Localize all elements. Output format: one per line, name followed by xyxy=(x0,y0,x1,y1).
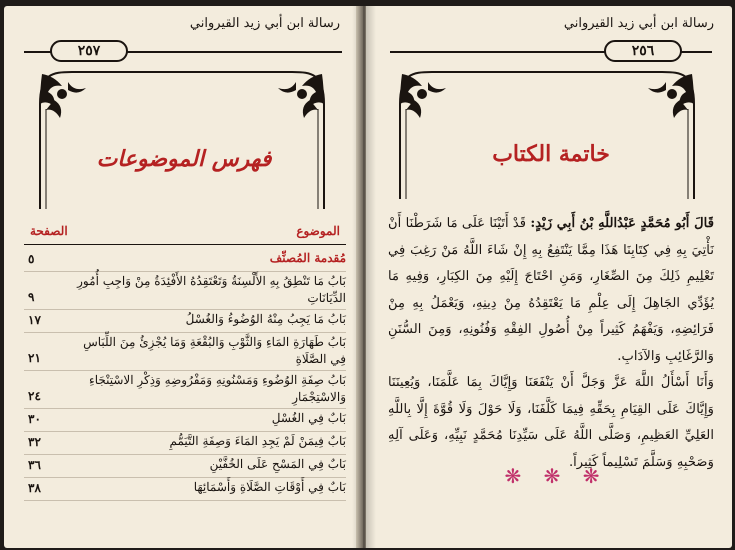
toc-list xyxy=(24,250,346,502)
toc-entry-title: مُقدمة المُصنِّف xyxy=(269,251,346,265)
toc-entry-title: بَابٌ فِي المَسْحِ عَلَى الخُفَّيْنِ xyxy=(209,457,346,471)
toc-row xyxy=(24,479,346,501)
toc-row xyxy=(24,456,346,478)
toc-entry-title: بَابٌ فِيمَنْ لَمْ يَجِدِ المَاءَ وَصِفَةِ التَّيَمُّمِ xyxy=(169,434,346,448)
toc-row xyxy=(24,250,346,272)
toc-entry-page: ٣٨ xyxy=(28,481,41,495)
right-page xyxy=(366,6,732,548)
toc-entry-title: بَابُ صِفَةِ الوُضُوءِ وَمَسْنُونِهِ وَمَفْرُوضِهِ وَذِكْرِ الاسْتِنْجَاءِ وَالاسْتِجْمَارِ xyxy=(89,373,346,404)
toc-row xyxy=(24,433,346,455)
paragraph-2: وَأَنَا أَسْأَلُ اللَّهَ عَزَّ وَجَلَّ أَنْ يَنْفَعَنَا وَإِيَّاكَ بِمَا عَلَّمَنَا، وَيُعِينَنَا وَإِيَّاكَ عَلَى القِيَامِ بِحَقِّهِ فِيمَا كَلَّفَنَا، وَلَا حَوْلَ وَلَا قُوَّةَ إِلَّا بِاللَّهِ العَلِيِّ العَظِيمِ، وَصَلَّى اللَّهُ عَلَى سَيِّدِنَا مُحَمَّدٍ نَبِيِّهِ، وَعَلَى آلِهِ وَصَحْبِهِ وَسَلَّمَ تَسْلِيماً كَثِيراً. xyxy=(388,375,714,470)
ornament-stars: ❋ ❋ ❋ xyxy=(504,464,608,488)
toc-entry-title: بَابُ طَهَارَةِ المَاءِ وَالثَّوْبِ وَالبُقْعَةِ وَمَا يُجْزِئُ مِنَ اللِّبَاسِ فِي الصَّلَاةِ xyxy=(83,335,346,366)
running-head: رسالة ابن أبي زيد القيرواني xyxy=(189,16,340,31)
toc-row xyxy=(24,311,346,333)
section-title: خاتمة الكتاب xyxy=(492,141,610,167)
toc-rule xyxy=(24,244,346,245)
left-page xyxy=(4,6,362,548)
ornamental-frame xyxy=(32,64,332,214)
lead-sentence: قَالَ أَبُو مُحَمَّدٍ عَبْدُاللَّهِ بْنُ أَبِي زَيْدٍ: xyxy=(530,216,714,231)
toc-entry-page: ٢١ xyxy=(28,351,41,365)
toc-entry-page: ١٧ xyxy=(28,313,41,327)
toc-entry-page: ٣٦ xyxy=(28,458,41,472)
paragraph-1 xyxy=(388,211,714,370)
toc-row xyxy=(24,273,346,310)
ornamental-frame xyxy=(392,64,702,204)
toc-row xyxy=(24,372,346,409)
toc-header-topic: الموضوع xyxy=(296,224,340,238)
toc-entry-page: ٢٤ xyxy=(28,389,41,403)
toc-header xyxy=(24,224,346,242)
closing-text xyxy=(388,211,714,476)
section-title: فهرس الموضوعات xyxy=(96,146,272,172)
page-number: ٢٥٦ xyxy=(604,40,682,62)
toc-entry-page: ٣٢ xyxy=(28,435,41,449)
page-number: ٢٥٧ xyxy=(50,40,128,62)
paragraph-1-text: قَدْ أَتَيْنَا عَلَى مَا شَرَطْنَا أَنْ نَأْتِيَ بِهِ فِي كِتَابِنَا هَذَا مِمَّا يَنْتَفِعُ بِهِ إِنْ شَاءَ اللَّهُ مَنْ رَغِبَ فِي تَعْلِيمِ ذَلِكَ مِنَ الصِّغَارِ، وَمَنِ احْتَاجَ إِلَيْهِ مِنَ الكِبَارِ، وَفِيهِ مَا يُؤَدِّي الجَاهِلَ إِلَى عِلْمِ مَا يَعْتَقِدُهُ مِنْ دِينِهِ، وَيَعْمَلُ بِهِ مِنْ فَرَائِضِهِ، وَيَفْهَمُ كَثِيراً مِنْ أُصُولِ الفِقْهِ وَفُنُونِهِ، وَمِنَ السُّنَنِ وَالرَّغَائِبِ وَالآدَابِ. xyxy=(388,216,714,364)
toc-header-page: الصفحة xyxy=(30,224,68,238)
toc-entry-title: بَابٌ فِي الغُسْلِ xyxy=(271,411,346,425)
toc-entry-page: ٣٠ xyxy=(28,412,41,426)
toc-entry-title: بَابٌ فِي أَوْقَاتِ الصَّلَاةِ وَأَسْمَائِهَا xyxy=(193,480,346,494)
toc-entry-page: ٥ xyxy=(28,252,35,266)
toc-entry-title: بَابُ مَا يَجِبُ مِنْهُ الوُضُوءُ وَالغُسْلُ xyxy=(185,312,346,326)
toc-entry-title: بَابُ مَا تَنْطِقُ بِهِ الأَلْسِنَةُ وَتَعْتَقِدُهُ الأَفْئِدَةُ مِنْ وَاجِبِ أُمُورِ الدِّيَانَاتِ xyxy=(77,274,346,305)
toc-row xyxy=(24,334,346,371)
toc-row xyxy=(24,410,346,432)
page-edge-shadow xyxy=(366,6,376,548)
running-head: رسالة ابن أبي زيد القيرواني xyxy=(563,16,714,31)
toc-entry-page: ٩ xyxy=(28,290,35,304)
